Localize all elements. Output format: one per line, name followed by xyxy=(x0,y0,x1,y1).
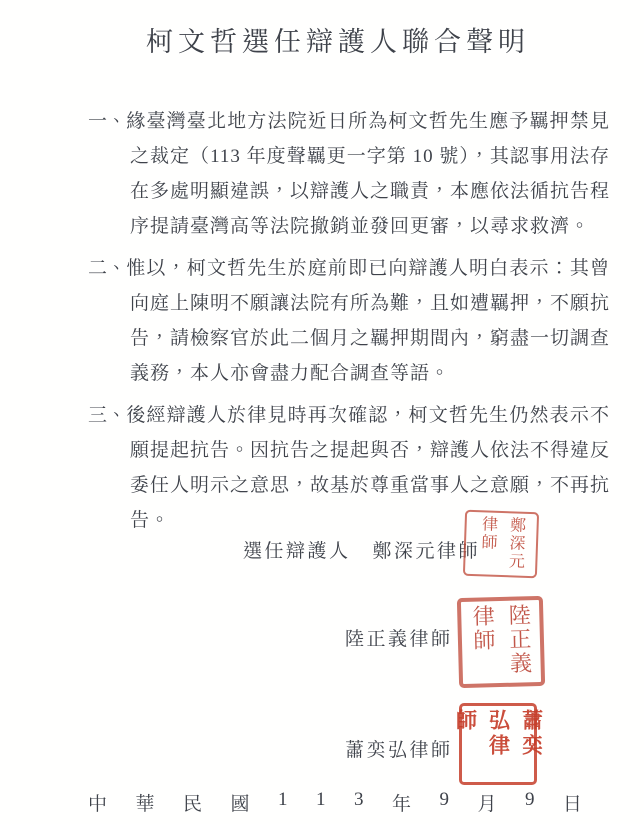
date-char: 月 xyxy=(477,794,497,815)
signature-name: 鄭深元律師 xyxy=(372,541,481,562)
date-line xyxy=(88,789,582,816)
date-char: 年 xyxy=(391,794,411,815)
paragraph-marker: 三、 xyxy=(88,405,127,426)
lawyer-seal: 鄭深元律師 xyxy=(463,510,539,579)
date-char: 日 xyxy=(562,794,582,815)
paragraph xyxy=(88,104,610,244)
signature-name: 陸正義律師 xyxy=(345,629,453,650)
document-title: 柯文哲選任辯護人聯合聲明 xyxy=(146,27,530,57)
paragraph-marker: 一、 xyxy=(88,111,127,132)
date-char: 中 xyxy=(88,794,108,815)
lawyer-seal: 陸正義律師 xyxy=(457,596,545,688)
signature-row xyxy=(345,735,453,762)
date-char: 9 xyxy=(524,789,535,810)
paragraph-text: 惟以，柯文哲先生於庭前即已向辯護人明白表示：其曾向庭上陳明不願讓法院有所為難，且如遭羈押，不願抗告，請檢察官於此二個月之羈押期間內，窮盡一切調查義務，本人亦會盡力配合調查等語。 xyxy=(126,258,611,384)
document-body xyxy=(88,104,610,545)
paragraph-text: 緣臺灣臺北地方法院近日所為柯文哲先生應予羈押禁見之裁定（113 年度聲羈更一字第 10 號），其認事用法存在多處明顯違誤，以辯護人之職責，本應依法循抗告程序提請臺灣高等法院撤銷並發回更審，以尋求救濟。 xyxy=(126,111,611,237)
date-char: 民 xyxy=(183,794,203,815)
signature-row xyxy=(243,536,480,563)
date-char: 3 xyxy=(353,789,364,810)
date-char: 1 xyxy=(315,789,326,810)
signature-label: 選任辯護人 xyxy=(243,541,351,562)
date-char: 1 xyxy=(278,789,288,810)
paragraph-text: 後經辯護人於律見時再次確認，柯文哲先生仍然表示不願提起抗告。因抗告之提起與否，辯護人依法不得違反委任人明示之意思，故基於尊重當事人之意願，不再抗告。 xyxy=(126,405,611,531)
date-char: 9 xyxy=(439,789,449,810)
lawyer-seal: 蕭奕弘律師 xyxy=(459,703,537,785)
date-char: 華 xyxy=(135,794,155,815)
paragraph xyxy=(88,251,610,391)
signature-row xyxy=(345,624,453,651)
paragraph-marker: 二、 xyxy=(88,258,127,279)
date-char: 國 xyxy=(230,794,250,815)
signature-name: 蕭奕弘律師 xyxy=(345,740,453,761)
